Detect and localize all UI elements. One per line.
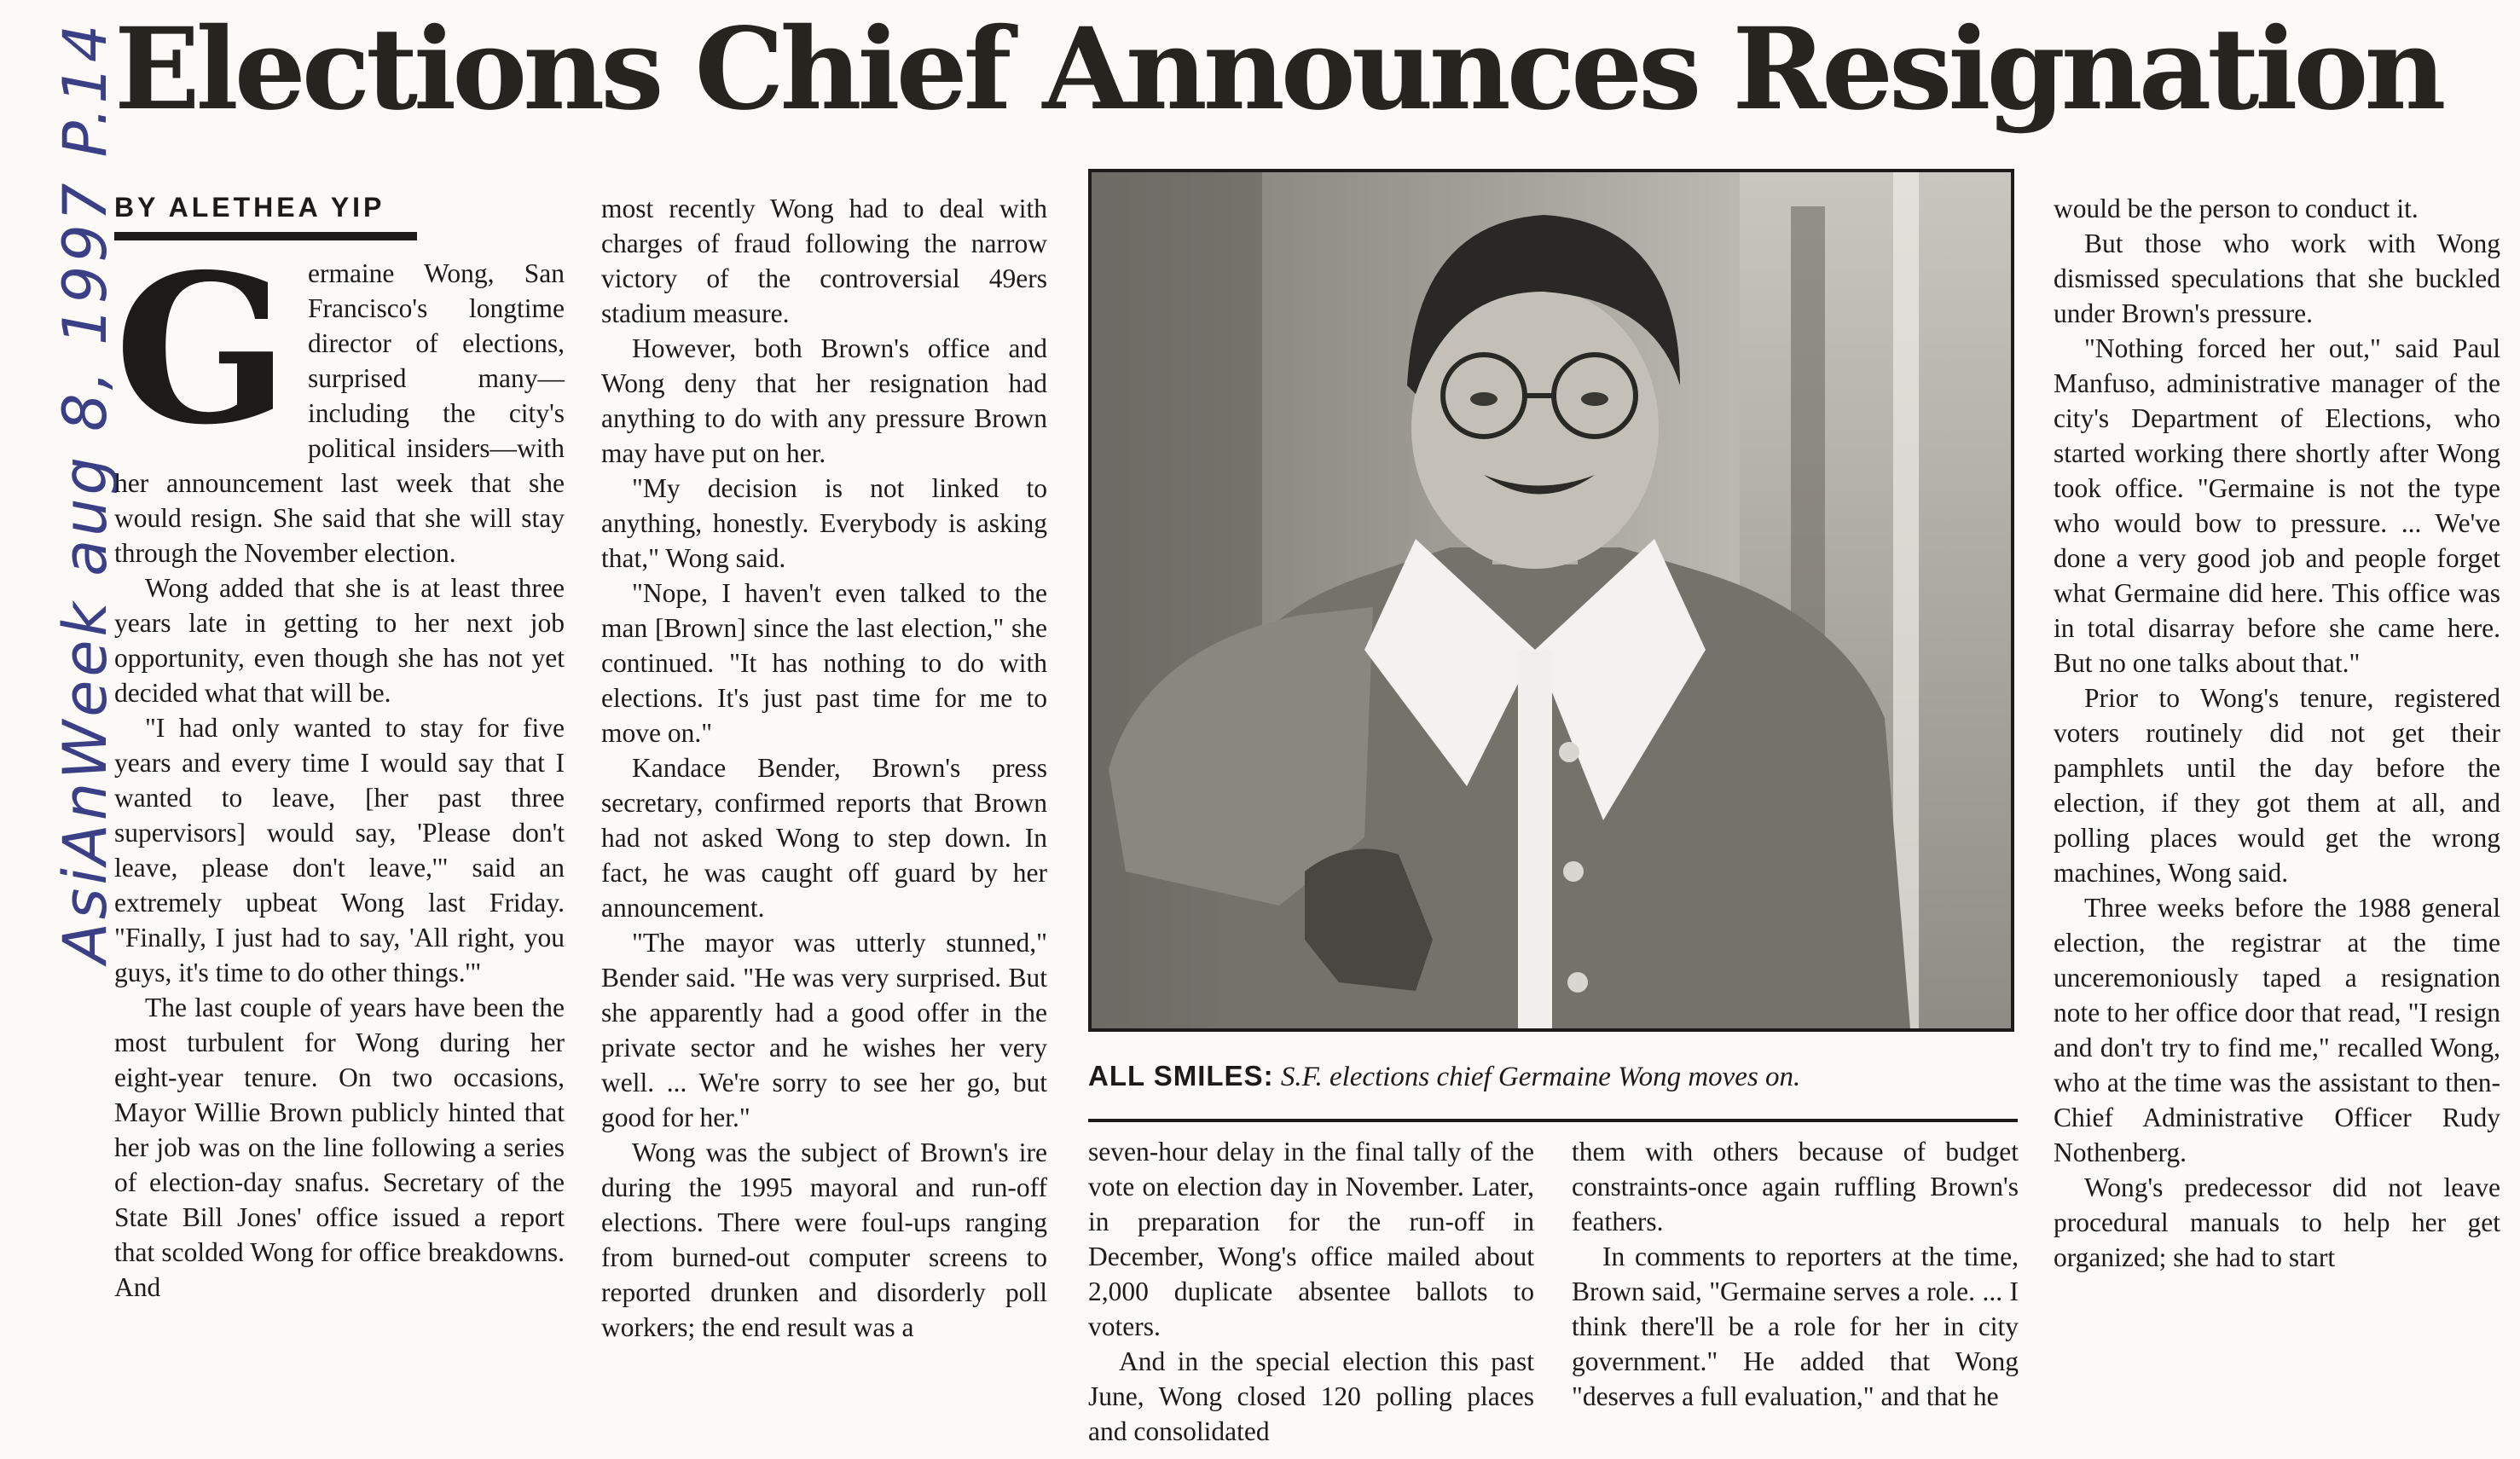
article-column-3 <box>1088 1134 1534 1459</box>
paragraph: "I had only wanted to stay for five years and every time I would say that I wanted to leave, [her past three supervisors] would say, 'Please don't leave, please don't leave,'" said an extremely upbeat Wong last Friday. "Finally, I just had to say, 'All right, you guys, it's time to do other things.'" <box>114 713 565 987</box>
byline: BY ALETHEA YIP <box>114 192 417 240</box>
paragraph: Wong's predecessor did not leave procedural manuals to help her get organized; she had to start <box>2054 1172 2500 1272</box>
paragraph: Prior to Wong's tenure, registered voters routinely did not get their pamphlets until the day before the election, if they got them at all, and polling places would get the wrong machines, Wong said. <box>2054 683 2500 888</box>
caption-divider <box>1088 1119 2018 1122</box>
headline: Elections Chief Announces Resignation <box>114 3 2442 136</box>
paragraph: "Nothing forced her out," said Paul Manfuso, administrative manager of the city's Department of Elections, who started working there shortly after Wong took office. "Germaine is not the type who would bow to pressure. ... We've done a very good job and people forget what Germaine did here. This office was in total disarray before she came here. But no one talks about that." <box>2054 333 2500 678</box>
paragraph: In comments to reporters at the time, Brown said, "Germaine serves a role. ... I think there'll be a role for her in city government." He added that Wong "deserves a full evaluation," and that he <box>1572 1242 2019 1411</box>
portrait-photo <box>1088 169 2014 1032</box>
article-column-5 <box>2054 191 2500 1459</box>
paragraph: However, both Brown's office and Wong deny that her resignation had anything to do with any pressure Brown may have put on her. <box>601 333 1047 468</box>
article-column-1 <box>114 256 565 1459</box>
article-column-2 <box>601 191 1047 1459</box>
drop-cap: G <box>114 256 289 470</box>
caption-label: ALL SMILES: <box>1088 1060 1274 1091</box>
portrait-illustration <box>1092 172 2011 1028</box>
paragraph: "Nope, I haven't even talked to the man [Brown] since the last election," she continued. "It has nothing to do with elections. It's just past time for me to move on." <box>601 578 1047 748</box>
paragraph: would be the person to conduct it. <box>2054 194 2419 223</box>
paragraph: ermaine Wong, San Francisco's longtime director of elections, surprised many—including the city's political insiders—with her announcement last week that she would resign. She said that she will stay through the November election. <box>114 258 565 568</box>
paragraph: The last couple of years have been the most turbulent for Wong during her eight-year tenure. On two occasions, Mayor Willie Brown publicly hinted that her job was on the line following a series of election-day snafus. Secretary of the State Bill Jones' office issued a report that scolded Wong for office breakdowns. And <box>114 993 565 1302</box>
paragraph: Wong added that she is at least three years late in getting to her next job opportunity, even though she has not yet decided what that will be. <box>114 573 565 708</box>
paragraph: Kandace Bender, Brown's press secretary, confirmed reports that Brown had not asked Wong to step down. In fact, he was caught off guard by her announcement. <box>601 753 1047 923</box>
photo-caption <box>1088 1057 2018 1096</box>
paragraph: And in the special election this past June, Wong closed 120 polling places and consolidated <box>1088 1346 1534 1446</box>
article-column-4 <box>1572 1134 2019 1459</box>
paragraph: "My decision is not linked to anything, honestly. Everybody is asking that," Wong said. <box>601 473 1047 573</box>
paragraph: Three weeks before the 1988 general election, the registrar at the time unceremoniously taped a resignation note to her office door that read, "I resign and don't try to find me," recalled Wong, who at the time was the assistant to then-Chief Administrative Officer Rudy Nothenberg. <box>2054 893 2500 1167</box>
handwritten-annotation: AsiAnWeek aug 8, 1997 P.14 <box>50 20 120 964</box>
paragraph: seven-hour delay in the final tally of the vote on election day in November. Later, in preparation for the run-off in December, Wong's office mailed about 2,000 duplicate absentee ballots to voters. <box>1088 1137 1534 1341</box>
paragraph: But those who work with Wong dismissed speculations that she buckled under Brown's pressure. <box>2054 229 2500 328</box>
paragraph: them with others because of budget constraints-once again ruffling Brown's feathers. <box>1572 1137 2019 1236</box>
paragraph: Wong was the subject of Brown's ire during the 1995 mayoral and run-off elections. There were foul-ups ranging from burned-out computer screens to reported drunken and disorderly poll workers; the end result was a <box>601 1138 1047 1342</box>
paragraph: "The mayor was utterly stunned," Bender said. "He was very surprised. But she apparently had a good offer in the private sector and he wishes her very well. ... We're sorry to see her go, but good for her." <box>601 928 1047 1132</box>
paragraph: most recently Wong had to deal with charges of fraud following the narrow victory of the controversial 49ers stadium measure. <box>601 194 1047 328</box>
caption-text: S.F. elections chief Germaine Wong moves on. <box>1280 1062 1801 1092</box>
